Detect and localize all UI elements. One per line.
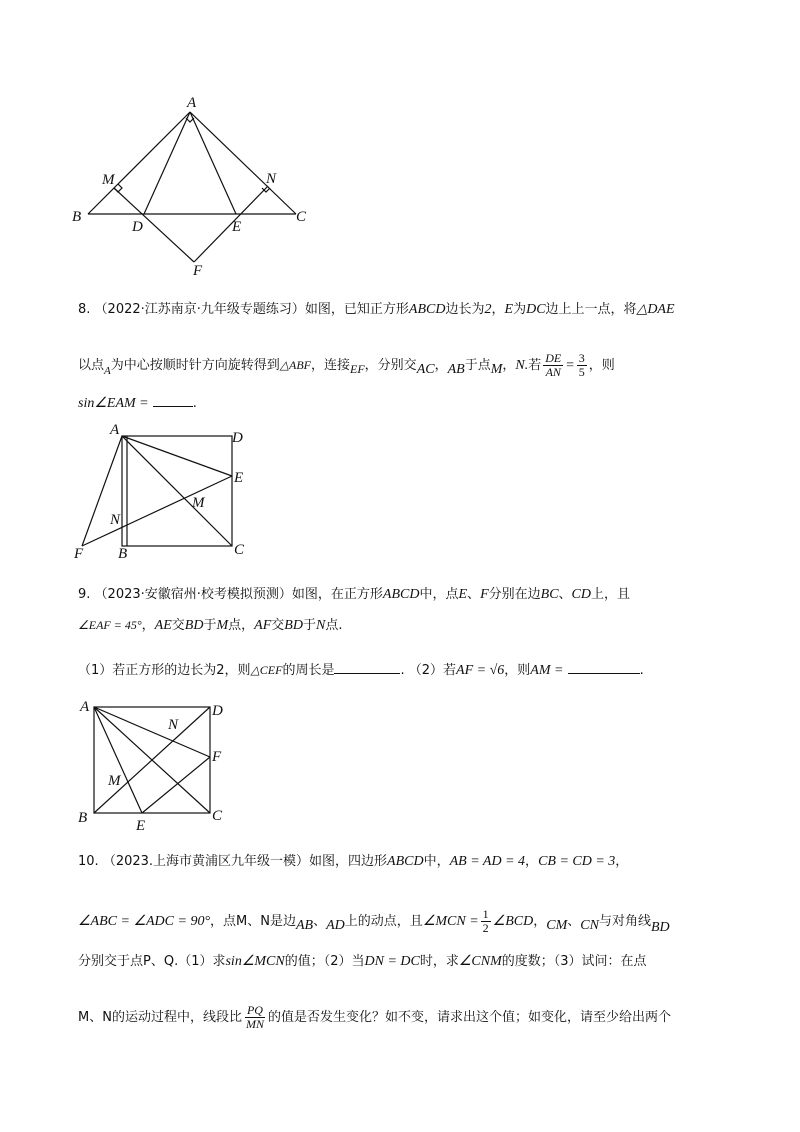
q10-cnm: ∠CNM [458, 954, 502, 969]
fig8-label-c: C [234, 542, 245, 558]
q8-square: ABCD [408, 302, 446, 317]
q9-seg-bd: BD [284, 618, 303, 633]
q8-fraction-de-an [543, 352, 563, 379]
fig7-label-f: F [193, 263, 203, 275]
q9-text: （1）若正方形的边长为2，则 [78, 663, 251, 678]
q9-point-f: F [480, 587, 489, 602]
figure-q7 [60, 90, 330, 275]
q9-point-m: M [216, 618, 229, 633]
q9-point-e: E [458, 587, 468, 602]
fig9-label-m: M [108, 773, 121, 789]
q10-text: M、N的运动过程中，线段比 [78, 1010, 242, 1025]
fig8-label-n: N [110, 512, 121, 528]
q10-frac-pq: PQ [246, 1003, 263, 1017]
q9-square: ABCD [382, 587, 420, 602]
q9-number: 9. [78, 587, 91, 602]
q9-seg-bc: BC [540, 587, 559, 602]
q8-seg-dc: DC [526, 302, 546, 317]
q10-seg-cn: CN [580, 918, 599, 933]
q9-source: （2023·安徽宿州·校考模拟预测）如图，在正方形 [94, 587, 383, 602]
q10-line-2 [78, 908, 670, 935]
q8-line-1 [78, 300, 675, 320]
q10-text: ， [533, 914, 547, 929]
q8-tri-abf: △ABF [279, 358, 311, 372]
q10-eq2: CB = CD = 3 [538, 854, 616, 869]
q10-eq1: AB = AD = 4 [449, 854, 526, 869]
fig8-label-d: D [232, 430, 243, 446]
q8-val-num: 3 [578, 351, 585, 365]
q8-text: ， [491, 302, 505, 317]
q9-text: . （2）若 [400, 663, 457, 678]
q9-text: 上，且 [591, 587, 631, 602]
q8-text: 若 [528, 358, 542, 373]
q8-sin-expr: sin∠EAM = [78, 396, 149, 411]
q9-text: 中，点 [419, 587, 459, 602]
q10-angle: ∠ABC = ∠ADC = 90° [78, 914, 211, 929]
q8-text: ，则 [588, 358, 615, 373]
q8-val-den: 5 [578, 365, 585, 379]
q9-af-eq: AF = √6 [456, 663, 505, 678]
q8-seg-ef: EF [350, 362, 365, 376]
q9-text: 于 [302, 618, 316, 633]
q10-line-3 [78, 952, 647, 972]
q10-sin-mcn: sin∠MCN [225, 954, 285, 969]
q9-text: 、 [558, 587, 572, 602]
q10-text: 的值是否发生变化？如不变，请求出这个值；如变化，请至少给出两个 [267, 1010, 671, 1025]
q10-text: 时，求 [419, 954, 459, 969]
q8-text: 于点 [464, 358, 491, 373]
fig7-label-n: N [266, 171, 277, 187]
q10-frac-mn: MN [245, 1017, 264, 1031]
q10-text: 与对角线 [598, 914, 651, 929]
q10-text: ，点M、N是边 [210, 914, 296, 929]
q10-text: 的度数；（3）试问：在点 [501, 954, 647, 969]
q9-line-3 [78, 660, 644, 681]
q10-text: 中， [423, 854, 450, 869]
q8-equals: = [565, 358, 575, 373]
q10-seg-bd: BD [650, 920, 670, 935]
q8-text: ， [434, 358, 448, 373]
figure-q9 [72, 695, 242, 840]
fig8-label-f: F [74, 546, 84, 560]
fig8-label-b: B [118, 546, 128, 560]
q8-text: 为中心按顺时针方向旋转得到 [110, 358, 280, 373]
fig7-label-a: A [187, 95, 197, 111]
q8-point-n: N. [515, 358, 529, 373]
q9-text: 交 [271, 618, 285, 633]
q10-seg-ad: AD [326, 918, 345, 933]
q9-text: 、 [467, 587, 481, 602]
q9-angle: ∠EAF = 45° [78, 618, 142, 632]
q8-point-m: M [490, 362, 503, 377]
q9-seg-cd: CD [571, 587, 591, 602]
q8-fraction-value [577, 352, 587, 379]
q9-tri-cef: △CEF [250, 663, 283, 677]
q8-text: 为 [513, 302, 527, 317]
q9-text: 点， [228, 618, 255, 633]
q8-text: 以点 [78, 358, 105, 373]
fig8-label-m: M [192, 495, 205, 511]
q10-quad: ABCD [387, 854, 424, 869]
q9-text: ，则 [504, 663, 531, 678]
fig7-label-c: C [296, 209, 307, 225]
q10-dn-dc: DN = DC [364, 954, 420, 969]
q10-half-den: 2 [482, 921, 489, 935]
q10-bcd: ∠BCD [492, 914, 534, 929]
q9-point-n: N [315, 618, 326, 633]
q10-half-num: 1 [482, 907, 489, 921]
q8-frac-num: DE [545, 351, 562, 365]
q8-text: ， [502, 358, 516, 373]
q10-mcn: ∠MCN = [422, 914, 479, 929]
fig7-label-b: B [72, 209, 82, 225]
q8-number: 8. [78, 302, 91, 317]
q10-text: ， [525, 854, 539, 869]
fig9-label-b: B [78, 810, 88, 826]
q9-text: 交 [171, 618, 185, 633]
q8-seg-ab: AB [447, 362, 465, 377]
q10-line-4 [78, 1004, 671, 1031]
fig8-label-a: A [110, 422, 120, 438]
fig9-label-e: E [136, 818, 146, 834]
q10-source: （2023.上海市黄浦区九年级一模）如图，四边形 [102, 854, 388, 869]
fig9-label-d: D [212, 703, 223, 719]
q8-line-2 [78, 352, 615, 379]
q8-seg-ac: AC [416, 362, 435, 377]
q8-source: （2022·江苏南京·九年级专题练习）如图，已知正方形 [94, 302, 409, 317]
q10-number: 10. [78, 854, 99, 869]
q10-text: 、 [567, 914, 581, 929]
q10-half [481, 908, 491, 935]
q8-text: 边上上一点，将 [545, 302, 637, 317]
q9-text: 分别在边 [488, 587, 541, 602]
fig9-label-c: C [212, 808, 223, 824]
q10-text: 、 [313, 914, 327, 929]
q10-text: 分别交于点P、Q.（1）求 [78, 954, 226, 969]
q8-text: 边长为 [445, 302, 485, 317]
q9-am-eq: AM = [530, 663, 564, 678]
q8-text: ，分别交 [364, 358, 417, 373]
q9-answer-blank-2[interactable] [568, 673, 640, 674]
q9-text: 于 [203, 618, 217, 633]
q8-point-e: E [504, 302, 514, 317]
fig9-label-n: N [168, 717, 179, 733]
fig9-label-f: F [212, 749, 222, 765]
q10-line-1 [78, 852, 628, 872]
fig7-label-e: E [232, 219, 242, 235]
fig7-label-m: M [102, 172, 115, 188]
figure-q8 [68, 420, 258, 560]
q8-point-a: A [104, 365, 111, 377]
q8-tri-dae: △DAE [636, 302, 675, 317]
q8-text: . [192, 396, 197, 411]
q9-seg-ae: AE [154, 618, 172, 633]
q10-text: 上的动点，且 [344, 914, 423, 929]
q10-seg-ab: AB [296, 918, 314, 933]
q9-text: . [639, 663, 644, 678]
q9-text: 点. [325, 618, 343, 633]
q9-line-1 [78, 585, 630, 605]
fig8-label-e: E [234, 470, 244, 486]
q10-seg-cm: CM [546, 918, 568, 933]
q8-text: ，连接 [310, 358, 350, 373]
q8-line-3 [78, 394, 197, 414]
q9-line-2 [78, 615, 342, 636]
q9-text: 的周长是 [282, 663, 335, 678]
q8-frac-den: AN [545, 365, 561, 379]
q9-text: ， [141, 618, 155, 633]
q9-seg-bd: BD [184, 618, 204, 633]
q8-answer-blank[interactable] [153, 406, 193, 407]
q9-seg-af: AF [254, 618, 272, 633]
fig9-label-a: A [80, 699, 90, 715]
q10-text: ， [615, 854, 629, 869]
q10-text: 的值；（2）当 [284, 954, 365, 969]
fig7-label-d: D [132, 219, 143, 235]
q8-side: 2 [484, 302, 492, 317]
q9-answer-blank-1[interactable] [334, 673, 400, 674]
q10-fraction-pq-mn [244, 1004, 266, 1031]
